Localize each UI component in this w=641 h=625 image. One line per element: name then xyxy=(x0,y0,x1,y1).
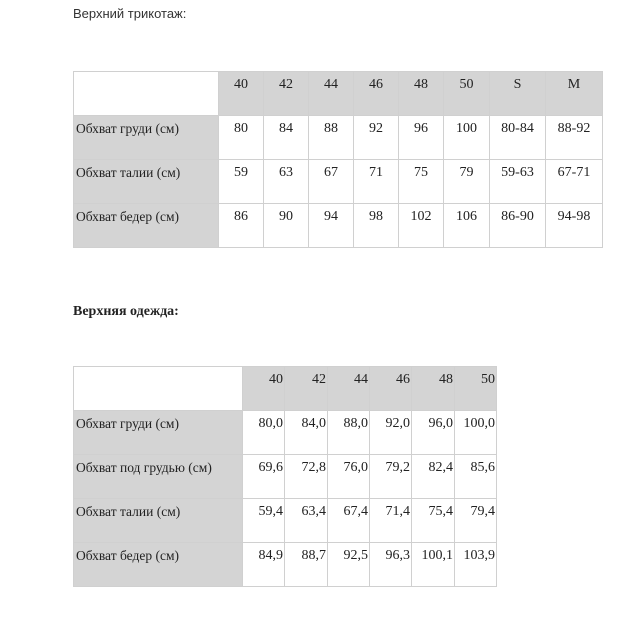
table-cell: 85,6 xyxy=(455,455,497,499)
table-cell: 98 xyxy=(354,204,399,248)
table-cell: 59-63 xyxy=(490,160,546,204)
table-cell: 102 xyxy=(399,204,444,248)
size-header: M xyxy=(546,72,603,116)
table-row xyxy=(74,160,603,204)
table-cell: 94 xyxy=(309,204,354,248)
table-cell: 80 xyxy=(219,116,264,160)
section-title-outerwear: Верхняя одежда: xyxy=(73,304,179,319)
table-row xyxy=(74,499,497,543)
table-cell: 79 xyxy=(444,160,490,204)
size-header: S xyxy=(490,72,546,116)
table-cell: 94-98 xyxy=(546,204,603,248)
table-cell: 88,0 xyxy=(328,411,370,455)
table-cell: 67,4 xyxy=(328,499,370,543)
table-cell: 88 xyxy=(309,116,354,160)
table-cell: 63 xyxy=(264,160,309,204)
table-cell: 96,0 xyxy=(412,411,455,455)
table-cell: 90 xyxy=(264,204,309,248)
row-label: Обхват бедер (см) xyxy=(74,543,243,587)
table-cell: 92,5 xyxy=(328,543,370,587)
knitwear-size-table xyxy=(73,71,603,248)
table-cell: 59,4 xyxy=(243,499,285,543)
table-cell: 79,2 xyxy=(370,455,412,499)
table-cell: 88,7 xyxy=(285,543,328,587)
row-label: Обхват под грудью (см) xyxy=(74,455,243,499)
table-cell: 96 xyxy=(399,116,444,160)
table-cell: 76,0 xyxy=(328,455,370,499)
table-cell: 84 xyxy=(264,116,309,160)
size-header: 50 xyxy=(444,72,490,116)
table-cell: 100,1 xyxy=(412,543,455,587)
table-cell: 88-92 xyxy=(546,116,603,160)
row-label: Обхват талии (см) xyxy=(74,499,243,543)
row-label: Обхват талии (см) xyxy=(74,160,219,204)
table-cell: 84,0 xyxy=(285,411,328,455)
size-header: 46 xyxy=(370,367,412,411)
table-header-row xyxy=(74,367,497,411)
table-cell: 80-84 xyxy=(490,116,546,160)
table-cell: 86-90 xyxy=(490,204,546,248)
table-cell: 63,4 xyxy=(285,499,328,543)
size-header: 42 xyxy=(264,72,309,116)
table-row xyxy=(74,204,603,248)
table-cell: 59 xyxy=(219,160,264,204)
table-cell: 71,4 xyxy=(370,499,412,543)
table-cell: 67 xyxy=(309,160,354,204)
size-header: 50 xyxy=(455,367,497,411)
table-cell: 100,0 xyxy=(455,411,497,455)
size-header: 42 xyxy=(285,367,328,411)
table-row xyxy=(74,116,603,160)
outerwear-size-table xyxy=(73,366,497,587)
row-label: Обхват бедер (см) xyxy=(74,204,219,248)
table-header-row xyxy=(74,72,603,116)
size-header: 46 xyxy=(354,72,399,116)
table-row xyxy=(74,543,497,587)
size-header: 48 xyxy=(412,367,455,411)
row-label: Обхват груди (см) xyxy=(74,116,219,160)
size-header: 40 xyxy=(243,367,285,411)
table-cell: 75 xyxy=(399,160,444,204)
table-cell: 69,6 xyxy=(243,455,285,499)
table-cell: 106 xyxy=(444,204,490,248)
row-label: Обхват груди (см) xyxy=(74,411,243,455)
table-cell: 82,4 xyxy=(412,455,455,499)
table-cell: 92 xyxy=(354,116,399,160)
table-row xyxy=(74,455,497,499)
table-cell: 71 xyxy=(354,160,399,204)
table-cell: 84,9 xyxy=(243,543,285,587)
section-title-knitwear: Верхний трикотаж: xyxy=(73,6,187,21)
table-cell: 103,9 xyxy=(455,543,497,587)
size-header: 40 xyxy=(219,72,264,116)
table-cell: 80,0 xyxy=(243,411,285,455)
table-cell: 67-71 xyxy=(546,160,603,204)
table-cell: 92,0 xyxy=(370,411,412,455)
size-header: 48 xyxy=(399,72,444,116)
table-cell: 96,3 xyxy=(370,543,412,587)
table-cell: 72,8 xyxy=(285,455,328,499)
table-cell: 100 xyxy=(444,116,490,160)
table-row xyxy=(74,411,497,455)
header-corner-cell xyxy=(74,367,243,411)
table-cell: 79,4 xyxy=(455,499,497,543)
size-header: 44 xyxy=(309,72,354,116)
table-cell: 86 xyxy=(219,204,264,248)
table-cell: 75,4 xyxy=(412,499,455,543)
size-header: 44 xyxy=(328,367,370,411)
header-corner-cell xyxy=(74,72,219,116)
